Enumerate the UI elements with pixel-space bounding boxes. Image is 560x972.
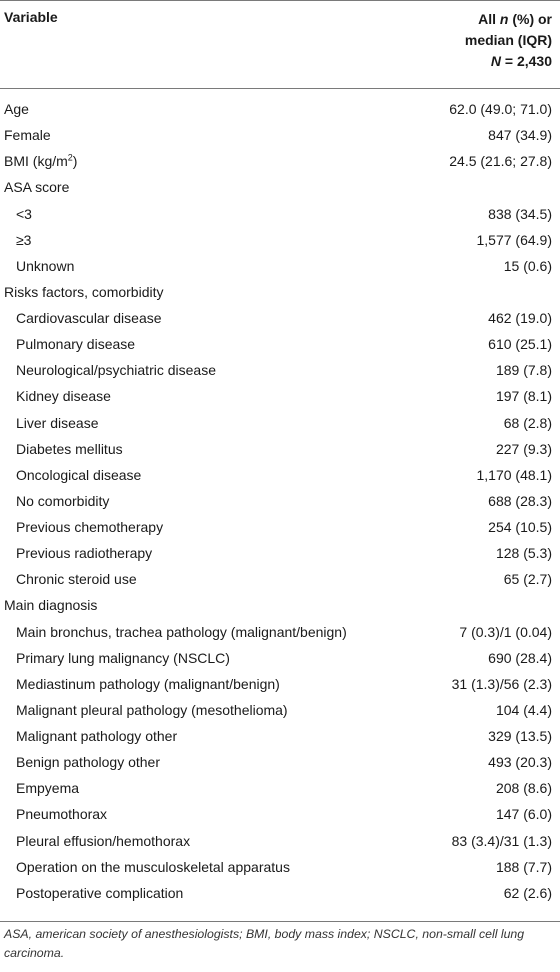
table-row [0,567,560,593]
row-value: 128 (5.3) [495,545,552,562]
row-value: 847 (34.9) [488,127,552,144]
row-label: Oncological disease [16,466,142,483]
row-value: 688 (28.3) [488,492,552,509]
table-row [0,593,560,619]
row-value: 197 (8.1) [495,388,552,405]
row-value: 254 (10.5) [488,519,552,535]
row-label: Chronic steroid use [16,571,137,588]
row-value: 1,170 (48.1) [476,466,552,483]
table-row [0,776,560,802]
row-label: Liver disease [16,414,99,431]
header-value-line3: N = 2,430 [490,53,552,69]
row-label: Empyema [16,780,80,797]
row-value: 68 (2.8) [503,414,552,431]
table-row [0,489,560,515]
row-label: Neurological/psychiatric disease [16,362,216,379]
row-label: Pulmonary disease [16,336,136,353]
row-label: No comorbidity [16,492,110,509]
row-value: 610 (25.1) [488,336,552,353]
row-label: Unknown [16,257,75,274]
row-value: 493 (20.3) [488,754,552,771]
row-value: 65 (2.7) [503,571,552,588]
table-row [0,620,560,646]
table-row [0,750,560,776]
row-value: 104 (4.4) [495,701,552,718]
row-value: 329 (13.5) [488,728,552,744]
row-value: 7 (0.3)/1 (0.04) [459,623,552,640]
row-value: 188 (7.7) [495,858,552,875]
table-row [0,855,560,881]
row-value: 62 (2.6) [503,884,552,901]
row-label: Pneumothorax [16,806,108,823]
table-row [0,97,560,123]
table-row [0,228,560,254]
row-value: 83 (3.4)/31 (1.3) [451,832,552,849]
table-row [0,306,560,332]
row-label: Pleural effusion/hemothorax [16,832,191,849]
table-row [0,881,560,907]
row-value: 62.0 (49.0; 71.0) [449,101,552,117]
row-label: Age [4,101,29,117]
row-label: Risks factors, comorbidity [4,283,164,300]
table-row [0,541,560,567]
row-label: Mediastinum pathology (malignant/benign) [16,675,280,692]
table-row [0,175,560,201]
row-value: 1,577 (64.9) [476,231,552,248]
row-value: 838 (34.5) [488,205,552,222]
table-row [0,123,560,149]
table-row [0,149,560,175]
bottom-rule [0,921,560,922]
row-value: 208 (8.6) [495,780,552,797]
table-row [0,280,560,306]
row-label: BMI $(kg/m^2)$ [4,152,78,170]
row-label: Previous chemotherapy [16,519,164,535]
table-row [0,646,560,672]
header-variable: Variable [4,9,58,25]
row-label: ≥3 [16,231,32,248]
row-value: 189 (7.8) [495,362,552,379]
table-row [0,332,560,358]
table-row [0,202,560,228]
table-row [0,463,560,489]
table-row [0,437,560,463]
table-row [0,829,560,855]
row-label: <3 [16,205,32,222]
row-label: Previous radiotherapy [16,545,153,562]
row-value: 227 (9.3) [495,440,552,457]
header-value-line1: All n (%) or [478,11,552,27]
table-row [0,672,560,698]
table-footnote: ASA, american society of anesthesiologists; BMI, body mass index; NSCLC, non-small cell lung carcinoma. [4,927,525,960]
row-value: 31 (1.3)/56 (2.3) [451,675,552,692]
header-value [402,9,552,72]
row-label: Female [4,127,51,144]
row-value: 24.5 (21.6; 27.8) [449,153,552,170]
row-label: Diabetes mellitus [16,440,123,457]
row-label: Postoperative complication [16,884,184,901]
row-value: 147 (6.0) [495,806,552,823]
row-label: Malignant pathology other [16,728,178,744]
top-rule [0,0,560,1]
row-label: Kidney disease [16,388,111,405]
row-label: Main bronchus, trachea pathology (malignant/benign) [16,623,347,640]
table-row [0,802,560,828]
row-label: Operation on the musculoskeletal apparatus [16,858,290,875]
table-body [0,97,560,907]
row-label: Benign pathology other [16,754,160,771]
row-label: Cardiovascular disease [16,310,162,326]
row-value: 462 (19.0) [488,310,552,326]
table-row [0,358,560,384]
table-row [0,698,560,724]
header-value-line2: median (IQR) [464,32,552,48]
table-row [0,515,560,541]
table-row [0,254,560,280]
row-label: Main diagnosis [4,597,98,614]
header-rule [0,88,560,89]
table-row [0,411,560,437]
row-label: Primary lung malignancy (NSCLC) [16,649,230,666]
row-value: 690 (28.4) [488,649,552,666]
row-value: 15 (0.6) [503,257,552,274]
table-row [0,384,560,410]
row-label: Malignant pleural pathology (mesothelioma) [16,701,288,718]
table-row [0,724,560,750]
row-label: ASA score [4,179,70,196]
